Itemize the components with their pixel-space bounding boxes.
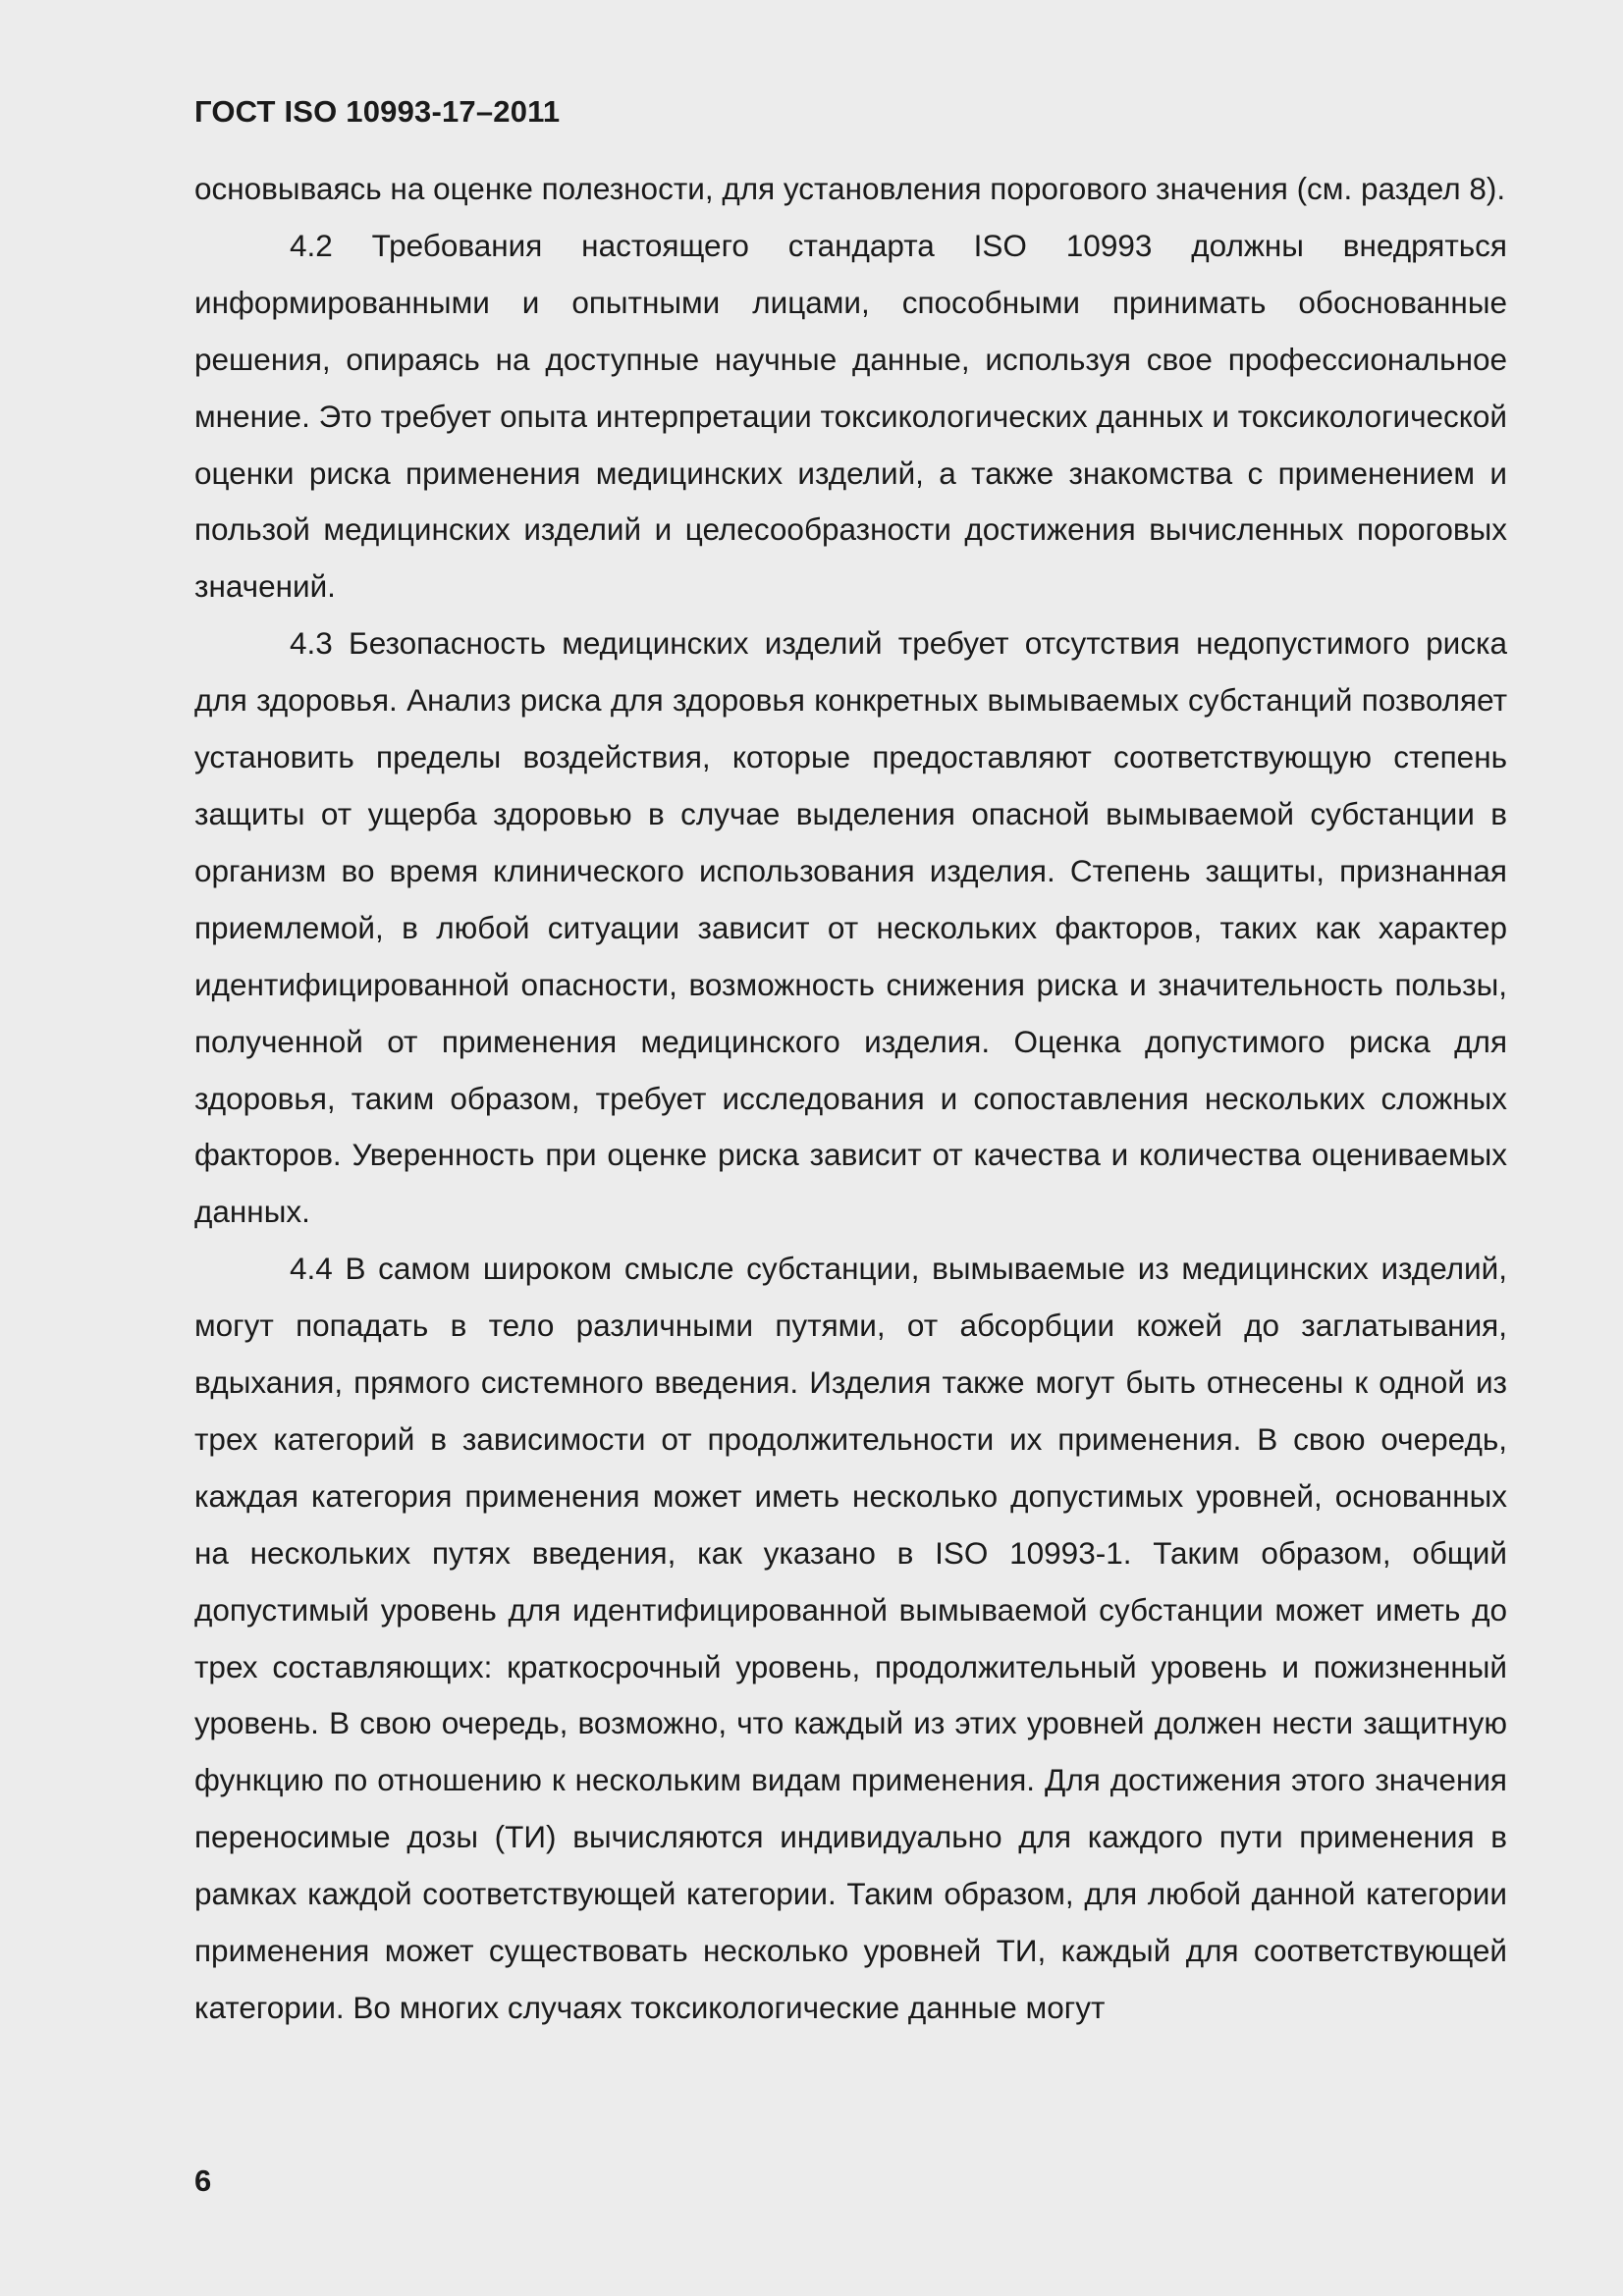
- document-header: ГОСТ ISO 10993-17–2011: [194, 94, 561, 129]
- paragraph-4-3: 4.3 Безопасность медицинских изделий требует отсутствия недопустимого риска для здоровья. Анализ риска для здоровья конкретных вымываемых субстанций позволяет установить пределы воздействия, которые предоставляют соответствующую степень защиты от ущерба здоровью в случае выделения опасной вымываемой субстанции в организм во время клинического использования изделия. Степень защиты, признанная приемлемой, в любой ситуации зависит от нескольких факторов, таких как характер идентифицированной опасности, возможность снижения риска и значительность пользы, полученной от применения медицинского изделия. Оценка допустимого риска для здоровья, таким образом, требует исследования и сопоставления нескольких сложных факторов. Уверенность при оценке риска зависит от качества и количества оцениваемых данных.: [194, 625, 1507, 1230]
- paragraph-continuation: основываясь на оценке полезности, для установления порогового значения (см. раздел 8).: [194, 171, 1506, 206]
- paragraph-4-4: 4.4 В самом широком смысле субстанции, вымываемые из медицинских изделий, могут попадать в тело различными путями, от абсорбции кожей до заглатывания, вдыхания, прямого системного введения. Изделия также могут быть отнесены к одной из трех категорий в зависимости от продолжительности их применения. В свою очередь, каждая категория применения может иметь несколько допустимых уровней, основанных на нескольких путях введения, как указано в ISO 10993-1. Таким образом, общий допустимый уровень для идентифицированной вымываемой субстанции может иметь до трех составляющих: краткосрочный уровень, продолжительный уровень и пожизненный уровень. В свою очередь, возможно, что каждый из этих уровней должен нести защитную функцию по отношению к нескольким видам применения. Для достижения этого значения переносимые дозы (ТИ) вычисляются индивидуально для каждого пути применения в рамках каждой соответствующей категории. Таким образом, для любой данной категории применения может существовать несколько уровней ТИ, каждый для соответствующей категории. Во многих случаях токсикологические данные могут: [194, 1251, 1507, 2025]
- paragraph-4-2: 4.2 Требования настоящего стандарта ISO 10993 должны внедряться информированными и опытными лицами, способными принимать обоснованные решения, опираясь на доступные научные данные, используя свое профессиональное мнение. Это требует опыта интерпретации токсикологических данных и токсикологической оценки риска применения медицинских изделий, а также знакомства с применением и пользой медицинских изделий и целесообразности достижения вычисленных пороговых значений.: [194, 227, 1507, 605]
- document-body: [194, 161, 1507, 2037]
- page-number: 6: [194, 2163, 212, 2198]
